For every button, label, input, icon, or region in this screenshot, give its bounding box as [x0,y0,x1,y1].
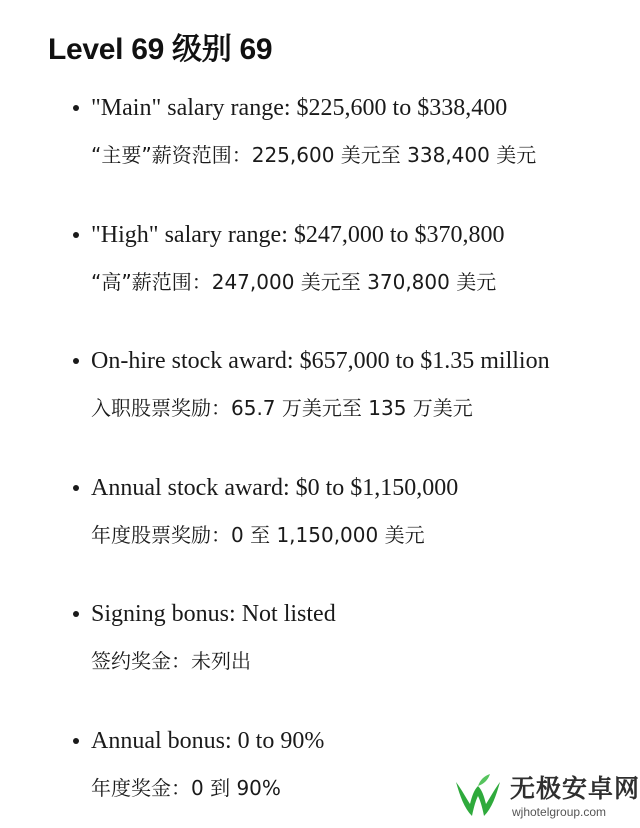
site-watermark [452,770,638,826]
bullet-icon [73,611,79,617]
w-leaf-logo-icon [452,772,504,824]
bullet-icon [73,485,79,491]
watermark-url: wjhotelgroup.com [512,805,607,819]
list-item-english: Signing bonus: Not listed [91,601,336,627]
bullet-icon [73,738,79,744]
list-item-english: On-hire stock award: $657,000 to $1.35 million [91,348,550,374]
list-item-chinese: “主要”薪资范围：225,600 美元至 338,400 美元 [91,143,537,167]
list-item-chinese: 年度奖金：0 到 90% [91,776,281,800]
list-item-english: "High" salary range: $247,000 to $370,800 [91,222,505,248]
list-item-chinese: 入职股票奖励：65.7 万美元至 135 万美元 [91,396,473,420]
bullet-icon [73,232,79,238]
bullet-icon [73,105,79,111]
bullet-icon [73,358,79,364]
list-item-chinese: “高”薪范围：247,000 美元至 370,800 美元 [91,270,497,294]
list-item-chinese: 签约奖金：未列出 [91,649,251,673]
list-item-english: "Main" salary range: $225,600 to $338,400 [91,95,508,121]
list-item-english: Annual stock award: $0 to $1,150,000 [91,475,459,501]
section-heading: Level 69 级别 69 [48,33,273,66]
watermark-title: 无极安卓网 [510,774,640,803]
list-item-chinese: 年度股票奖励：0 至 1,150,000 美元 [91,523,425,547]
list-item-english: Annual bonus: 0 to 90% [91,728,325,754]
